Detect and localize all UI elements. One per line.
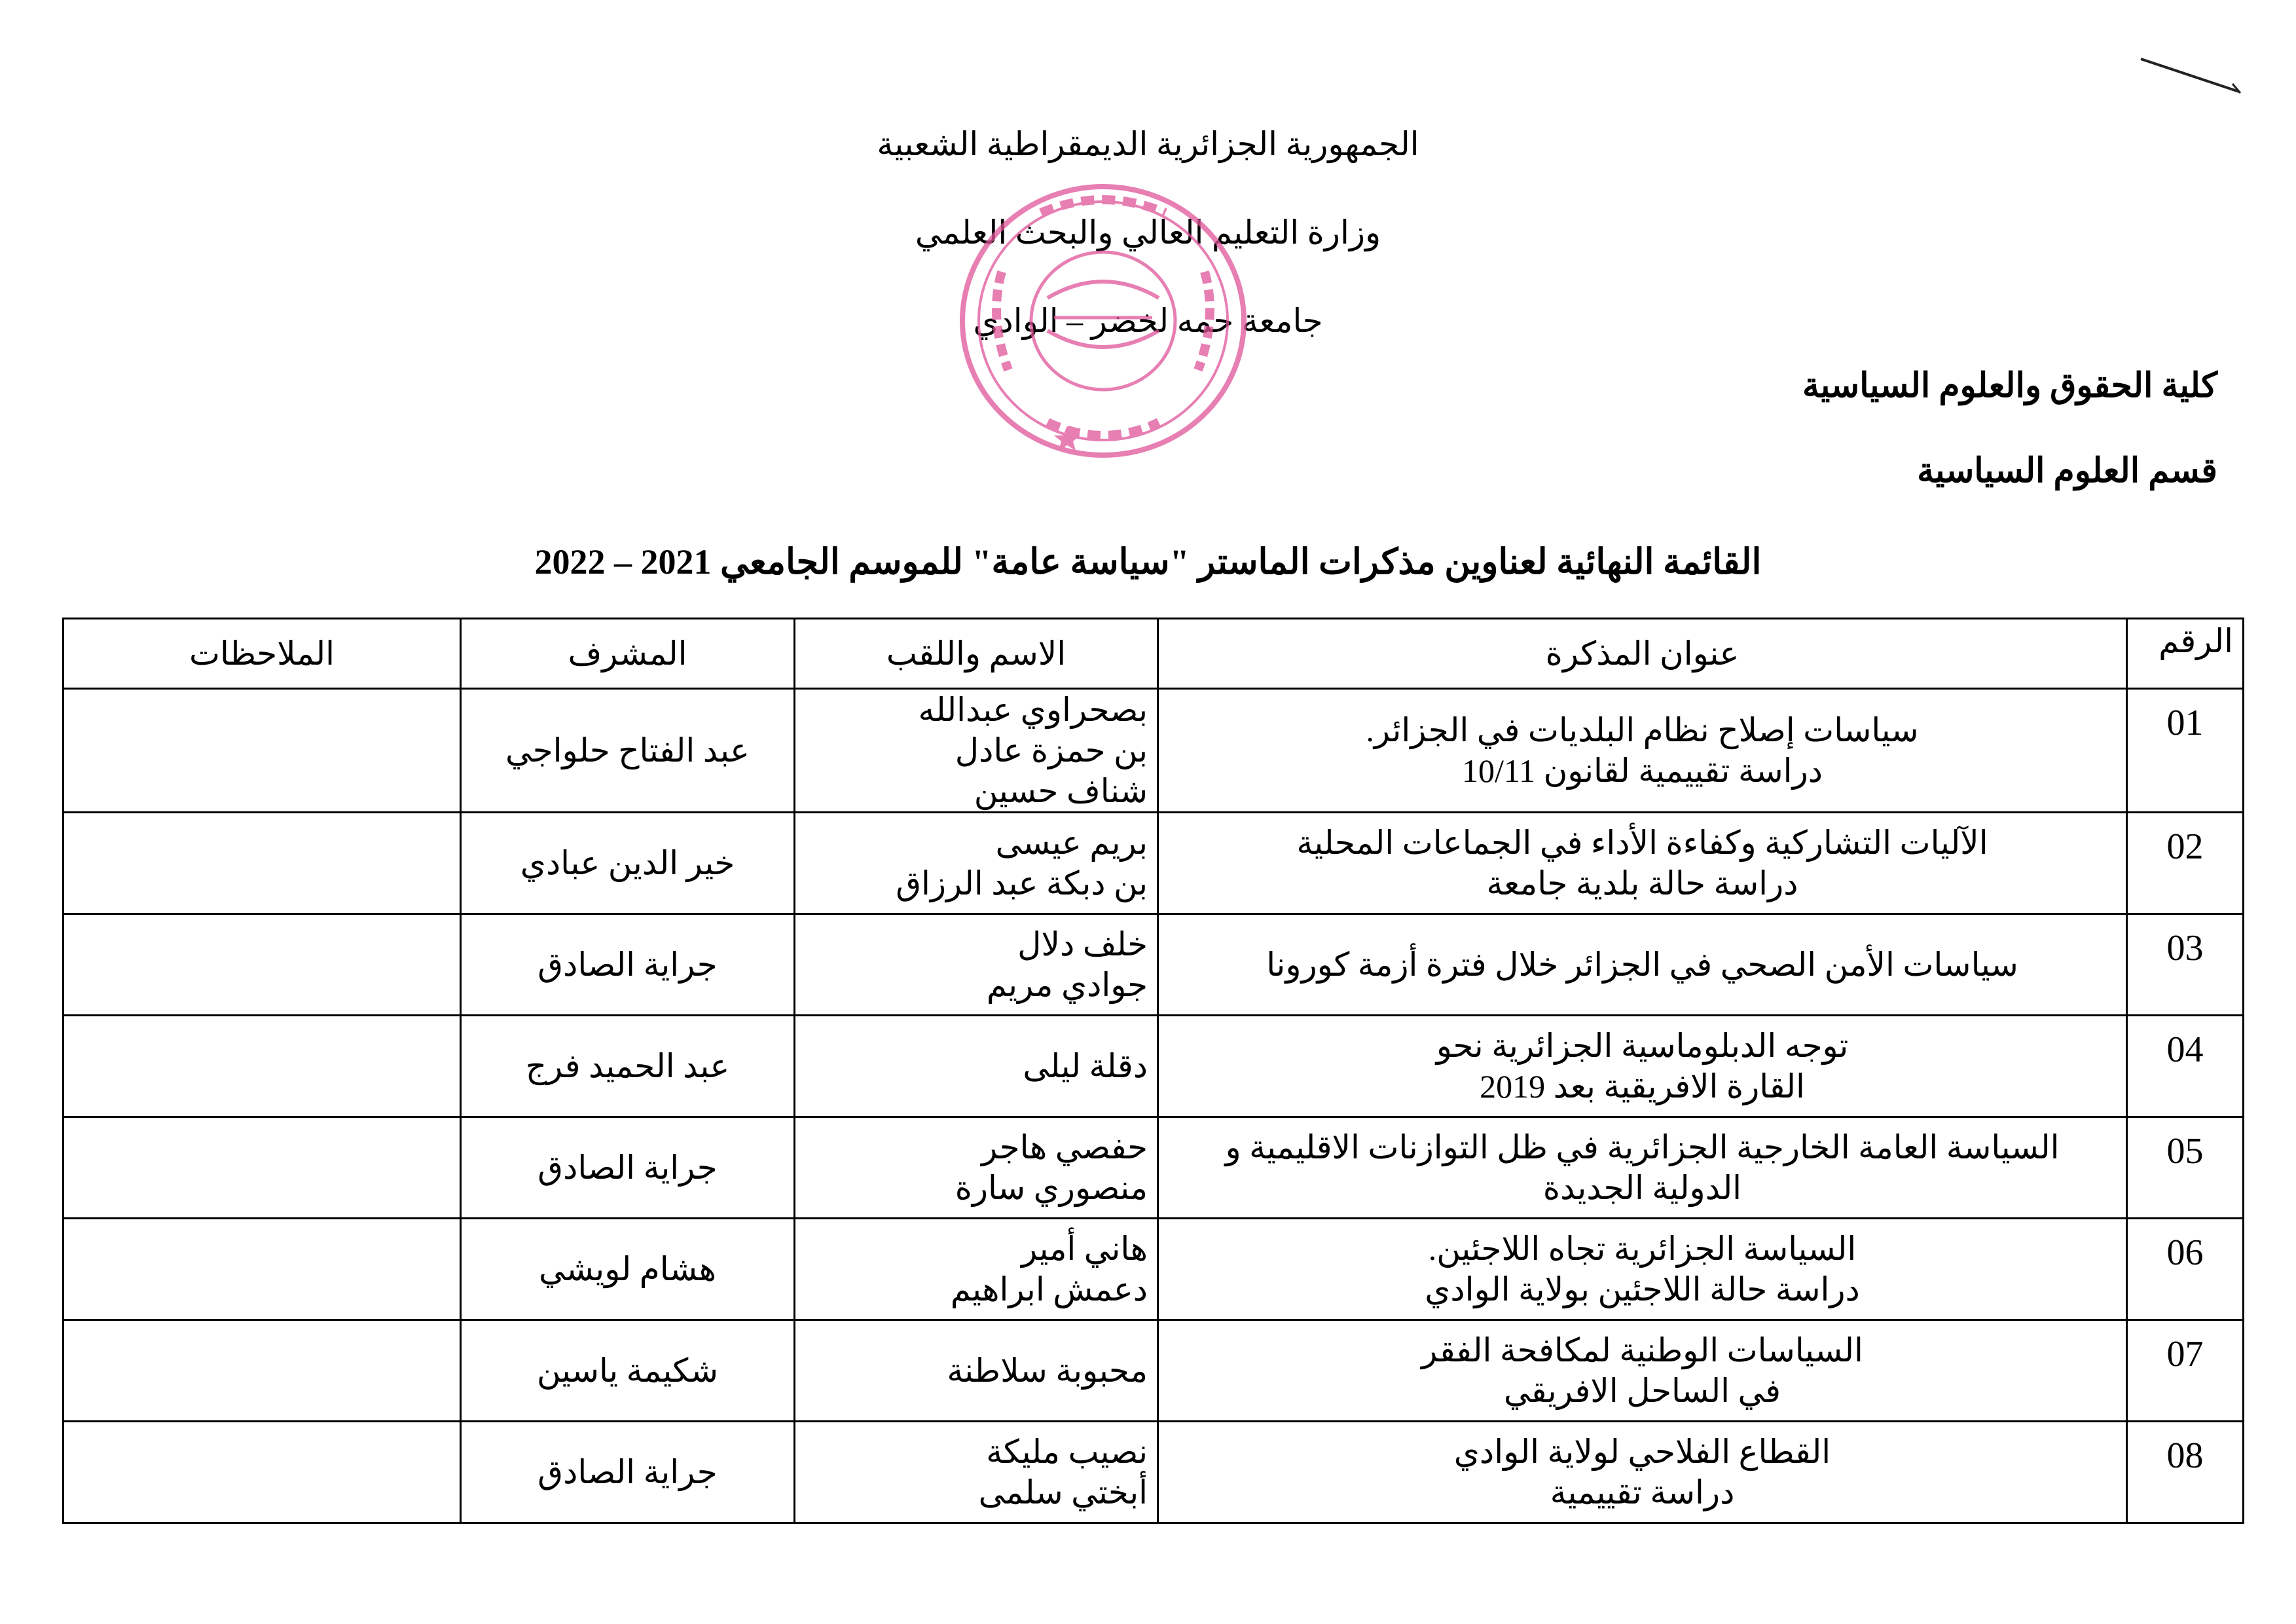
row-number: 07 [2127,1320,2244,1422]
table-header-row [64,619,2244,689]
list-title: القائمة النهائية لعناوين مذكرات الماستر "سياسة عامة" للموسم الجامعي 2021 – 2022 [534,542,1762,581]
table-row [64,1219,2244,1320]
notes-cell [64,914,461,1016]
memo-title: السياسات الوطنية لمكافحة الفقر في الساحل الافريقي [1158,1320,2127,1422]
supervisor-name: عبد الحميد فرج [461,1016,795,1117]
table-row [64,1117,2244,1219]
table-row [64,1320,2244,1422]
notes-cell [64,1016,461,1117]
row-number: 01 [2127,689,2244,813]
supervisor-name: جراية الصادق [461,1117,795,1219]
memo-title: توجه الدبلوماسية الجزائرية نحو القارة الافريقية بعد 2019 [1158,1016,2127,1117]
row-number: 04 [2127,1016,2244,1117]
student-names: نصيب مليكة أبختي سلمى [795,1422,1158,1523]
table-row [64,1422,2244,1523]
table-row [64,813,2244,914]
memos-table [62,618,2244,1524]
republic-name: الجمهورية الجزائرية الديمقراطية الشعبية [877,126,1419,162]
notes-cell [64,1219,461,1320]
university-name: جامعة حمه لخضر – الوادي [973,303,1323,339]
table-row [64,1016,2244,1117]
student-names: حفصي هاجر منصوري سارة [795,1117,1158,1219]
supervisor-name: خير الدين عبادي [461,813,795,914]
supervisor-name: جراية الصادق [461,914,795,1016]
header-names: الاسم واللقب [795,619,1158,689]
table-row [64,689,2244,813]
row-number: 05 [2127,1117,2244,1219]
memo-title: الآليات التشاركية وكفاءة الأداء في الجماعات المحلية دراسة حالة بلدية جامعة [1158,813,2127,914]
header-supervisor: المشرف [461,619,795,689]
ministry-name: وزارة التعليم العالي والبحث العلمي [915,214,1381,251]
supervisor-name: شكيمة ياسين [461,1320,795,1422]
header-notes: الملاحظات [64,619,461,689]
notes-cell [64,1422,461,1523]
department-name: قسم العلوم السياسية [1917,452,2217,490]
row-number: 06 [2127,1219,2244,1320]
row-number: 03 [2127,914,2244,1016]
row-number: 02 [2127,813,2244,914]
table-row [64,914,2244,1016]
supervisor-name: جراية الصادق [461,1422,795,1523]
notes-cell [64,689,461,813]
memo-title: سياسات إصلاح نظام البلديات في الجزائر. دراسة تقييمية لقانون 10/11 [1158,689,2127,813]
student-names: دقلة ليلى [795,1016,1158,1117]
student-names: محبوبة سلاطنة [795,1320,1158,1422]
memo-title: القطاع الفلاحي لولاية الوادي دراسة تقييمية [1158,1422,2127,1523]
university-seal-icon [949,167,1257,475]
memo-title: السياسة العامة الخارجية الجزائرية في ظل التوازنات الاقليمية و الدولية الجديدة [1158,1117,2127,1219]
student-names: هاني أمير دعمش ابراهيم [795,1219,1158,1320]
notes-cell [64,1320,461,1422]
faculty-name: كلية الحقوق والعلوم السياسية [1802,367,2217,405]
pen-stroke-mark [2134,52,2246,105]
notes-cell [64,813,461,914]
notes-cell [64,1117,461,1219]
header-number: الرقم [2127,619,2244,689]
student-names: بصحراوي عبدالله بن حمزة عادل شناف حسين [795,689,1158,813]
student-names: خلف دلال جوادي مريم [795,914,1158,1016]
student-names: بريم عيسى بن دبكة عبد الرزاق [795,813,1158,914]
supervisor-name: هشام لويشي [461,1219,795,1320]
header-title: عنوان المذكرة [1158,619,2127,689]
memo-title: السياسة الجزائرية تجاه اللاجئين. دراسة حالة اللاجئين بولاية الوادي [1158,1219,2127,1320]
row-number: 08 [2127,1422,2244,1523]
supervisor-name: عبد الفتاح حلواجي [461,689,795,813]
memo-title: سياسات الأمن الصحي في الجزائر خلال فترة أزمة كورونا [1158,914,2127,1016]
